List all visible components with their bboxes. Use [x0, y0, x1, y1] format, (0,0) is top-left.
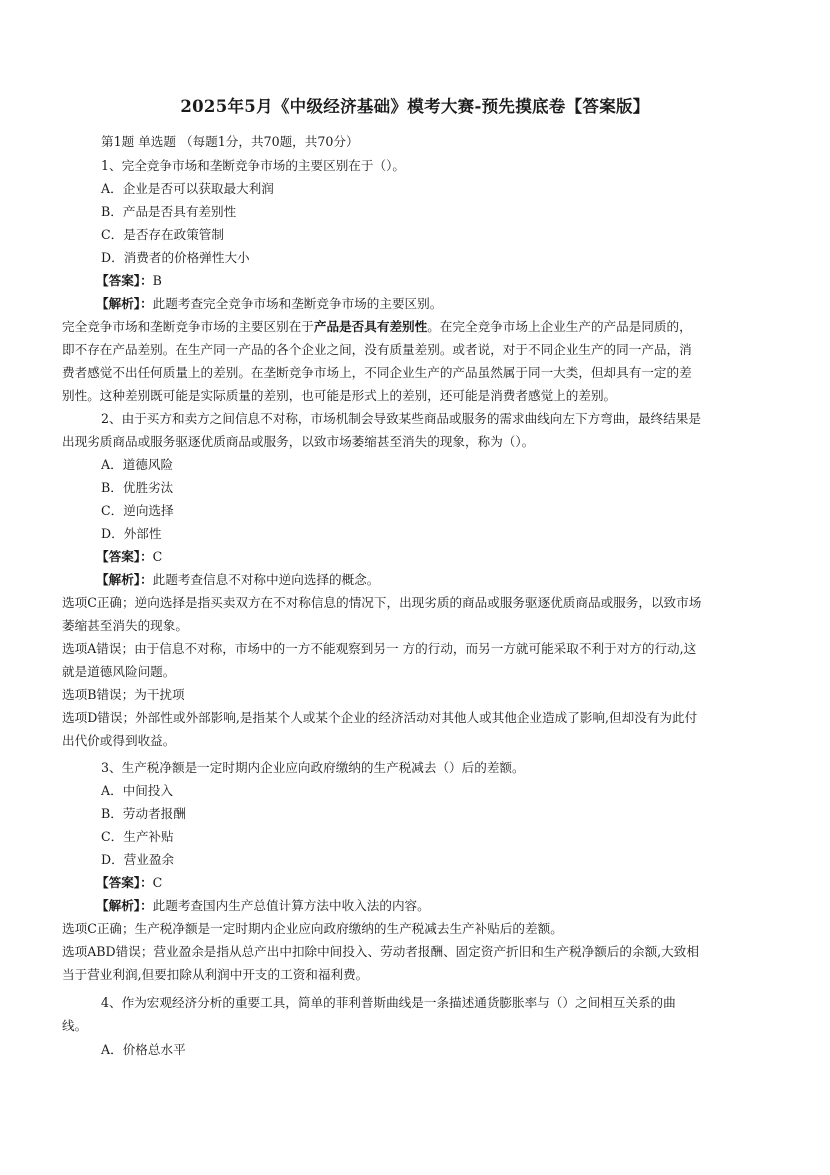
q3-option-d: D．营业盈余	[101, 852, 175, 867]
q2-option-d: D．外部性	[101, 526, 162, 541]
q3-answer	[96, 875, 162, 891]
q1-body-line	[62, 319, 692, 335]
analysis-label: 【解析】：	[96, 572, 153, 587]
q1-analysis-text: 此题考查完全竞争市场和垄断竞争市场的主要区别。	[152, 296, 443, 311]
q1-option-a: A．企业是否可以获取最大利润	[101, 181, 274, 196]
q3-body-line: 当于营业利润,但要扣除从利润中开支的工资和福利费。	[62, 967, 369, 982]
q3-option-c: C．生产补贴	[101, 829, 174, 844]
q1-answer-value: B	[152, 273, 162, 288]
q2-answer-value: C	[152, 549, 163, 564]
analysis-label: 【解析】：	[96, 898, 153, 913]
q1-body-line: 费者感觉不出任何质量上的差别。在垄断竞争市场上，不同企业生产的产品虽然属于同一大类，但却具有一定的差	[62, 365, 692, 380]
analysis-label: 【解析】：	[96, 296, 153, 311]
question-1-stem: 1、完全竞争市场和垄断竞争市场的主要区别在于（）。	[101, 158, 405, 173]
q1-body-pre: 完全竞争市场和垄断竞争市场的主要区别在于	[62, 319, 314, 334]
q3-analysis-text: 此题考查国内生产总值计算方法中收入法的内容。	[152, 898, 430, 913]
answer-label: 【答案】：	[96, 549, 153, 564]
q1-answer	[96, 273, 162, 289]
q2-analysis-text: 此题考查信息不对称中逆向选择的概念。	[152, 572, 380, 587]
q2-body-line: 选项C正确；逆向选择是指买卖双方在不对称信息的情况下，出现劣质的商品或服务驱逐优质商品或服务，以致市场	[62, 595, 702, 610]
q1-body-line: 即不存在产品差别。在生产同一产品的各个企业之间，没有质量差别。或者说，对于不同企业生产的同一产品，消	[62, 342, 692, 357]
q1-body-line: 别性。这种差别既可能是实际质量的差别，也可能是形式上的差别，还可能是消费者感觉上的差别。	[62, 388, 617, 403]
question-4-stem: 线。	[62, 1018, 88, 1033]
q2-option-b: B．优胜劣汰	[101, 480, 174, 495]
q2-body-line: 选项B错误；为干扰项	[62, 687, 185, 702]
question-4-stem: 4、作为宏观经济分析的重要工具，简单的菲利普斯曲线是一条描述通货膨胀率与（）之间相互关系的曲	[101, 995, 676, 1010]
q2-body-line: 选项A错误；由于信息不对称，市场中的一方不能观察到另一 方的行动，而另一方就可能采取不利于对方的行动,这	[62, 641, 697, 656]
q2-body-line: 就是道德风险问题。	[62, 664, 176, 679]
page-title: 2025年5月《中级经济基础》模考大赛-预先摸底卷【答案版】	[180, 97, 650, 116]
q4-option-a: A．价格总水平	[101, 1042, 186, 1057]
q1-option-d: D．消费者的价格弹性大小	[101, 250, 250, 265]
q3-body-line: 选项C正确；生产税净额是一定时期内企业应向政府缴纳的生产税减去生产补贴后的差额。	[62, 921, 563, 936]
q3-analysis	[96, 898, 430, 914]
q3-answer-value: C	[152, 875, 163, 890]
q1-body-post: 。在完全竞争市场上企业生产的产品是同质的，	[427, 319, 692, 334]
q1-option-c: C．是否存在政策管制	[101, 227, 224, 242]
question-2-stem: 2、由于买方和卖方之间信息不对称，市场机制会导致某些商品或服务的需求曲线向左下方弯曲，最终结果是	[101, 411, 701, 426]
q3-option-a: A．中间投入	[101, 783, 174, 798]
q2-body-line: 萎缩甚至消失的现象。	[62, 618, 188, 633]
q2-body-line: 选项D错误；外部性或外部影响,是指某个人或某个企业的经济活动对其他人或其他企业造成了影响,但却没有为此付	[62, 710, 698, 725]
q2-analysis	[96, 572, 379, 588]
answer-label: 【答案】：	[96, 875, 153, 890]
q2-option-a: A．道德风险	[101, 457, 174, 472]
section-header: 第1题 单选题 （每题1分，共70题，共70分）	[101, 134, 359, 149]
q1-body-bold: 产品是否具有差别性	[313, 319, 428, 334]
q2-body-line: 出代价或得到收益。	[62, 733, 176, 748]
question-3-stem: 3、生产税净额是一定时期内企业应向政府缴纳的生产税减去（）后的差额。	[101, 760, 525, 775]
q3-body-line: 选项ABD错误；营业盈余是指从总产出中扣除中间投入、劳动者报酬、固定资产折旧和生产税净额后的余额,大致相	[62, 944, 699, 959]
q3-option-b: B．劳动者报酬	[101, 806, 186, 821]
answer-label: 【答案】：	[96, 273, 153, 288]
question-2-stem: 出现劣质商品或服务驱逐优质商品或服务，以致市场萎缩甚至消失的现象，称为（）。	[62, 434, 535, 449]
q1-analysis	[96, 296, 442, 312]
q2-answer	[96, 549, 162, 565]
q1-option-b: B．产品是否具有差别性	[101, 204, 237, 219]
q2-option-c: C．逆向选择	[101, 503, 174, 518]
